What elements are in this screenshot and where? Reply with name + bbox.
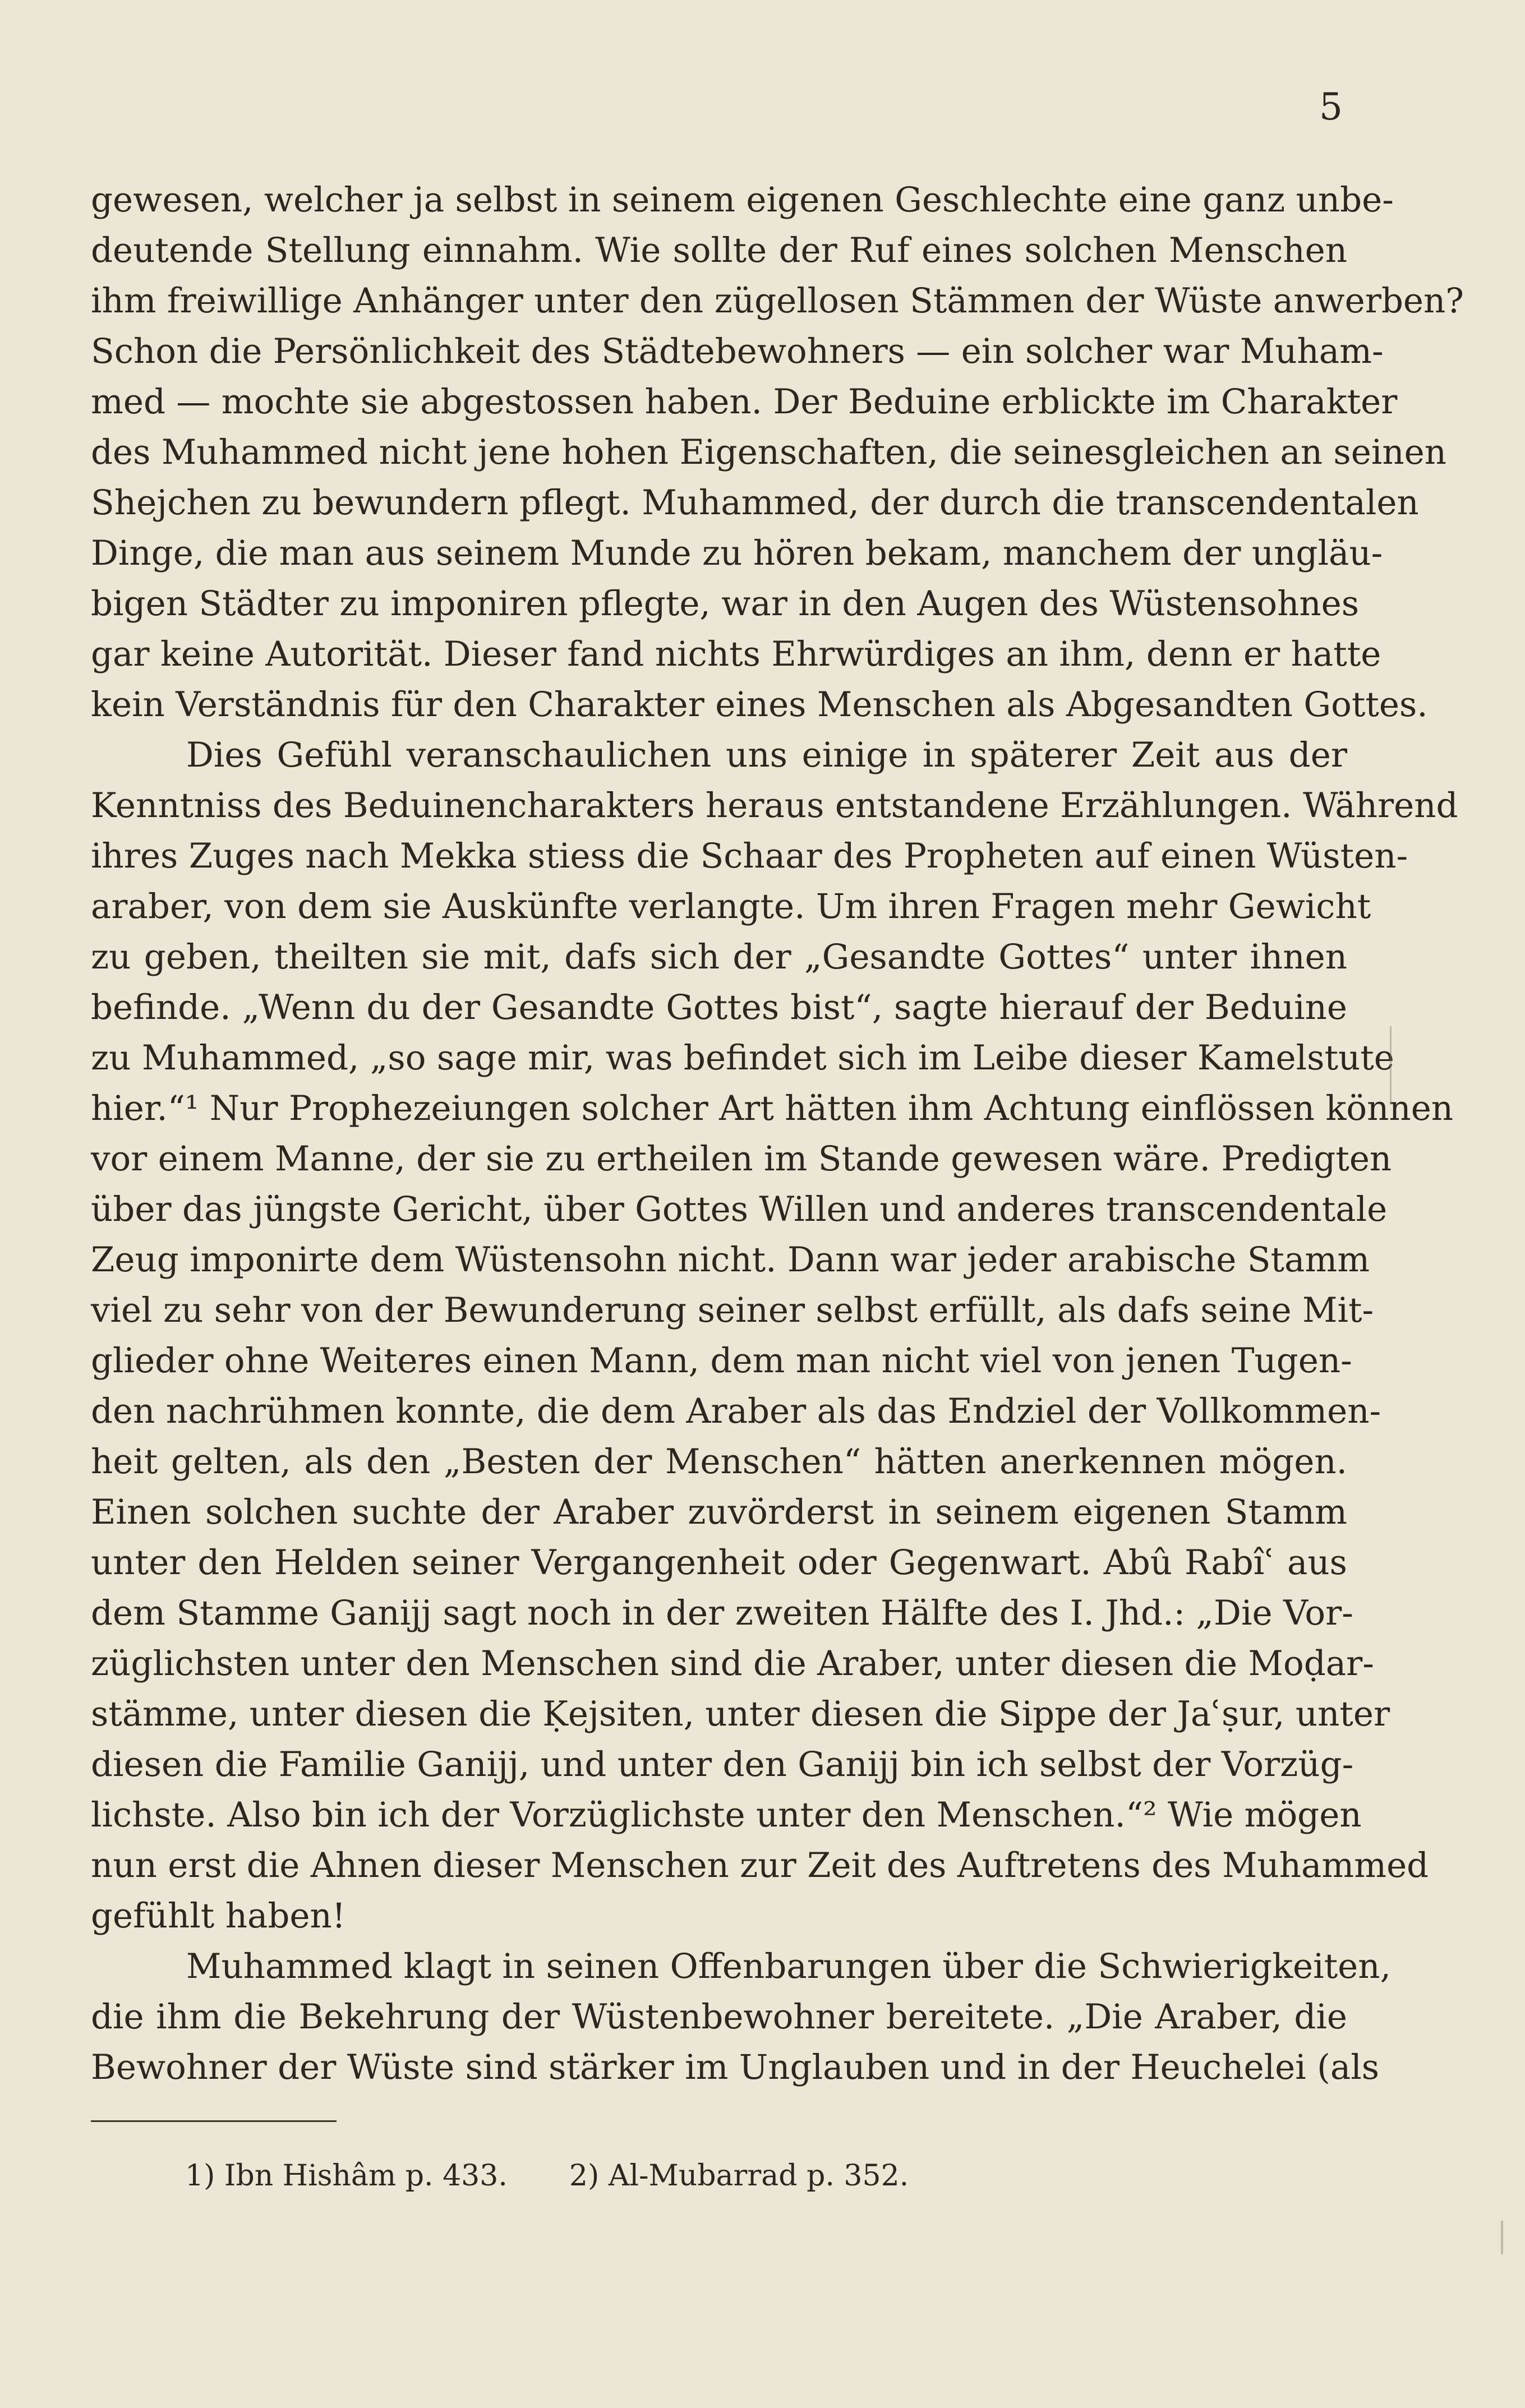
- text-line: über das jüngste Gericht, über Gottes Willen und anderes transcendentale: [91, 1189, 1388, 1229]
- footnote-divider: [91, 2120, 337, 2122]
- body-text: [91, 175, 1464, 2093]
- text-line: dem Stamme Ganijj sagt noch in der zweiten Hälfte des I. Jhd.: „Die Vor-: [91, 1593, 1353, 1633]
- text-line: gewesen, welcher ja selbst in seinem eigenen Geschlechte eine ganz unbe-: [91, 180, 1394, 220]
- text-line: gar keine Autorität. Dieser fand nichts Ehrwürdiges an ihm, denn er hatte: [91, 634, 1381, 674]
- text-line: Dinge, die man aus seinem Munde zu hören bekam, manchem der ungläu-: [91, 533, 1383, 573]
- text-line: Einen solchen suchte der Araber zuvörderst in seinem eigenen Stamm: [91, 1492, 1347, 1532]
- text-line: deutende Stellung einnahm. Wie sollte der Ruf eines solchen Menschen: [91, 230, 1347, 270]
- text-line: zu Muhammed, „so sage mir, was befindet sich im Leibe dieser Kamelstute: [91, 1038, 1394, 1078]
- text-line: diesen die Familie Ganijj, und unter den Ganijj bin ich selbst der Vorzüg-: [91, 1745, 1354, 1784]
- text-line: ihm freiwillige Anhänger unter den zügellosen Stämmen der Wüste anwerben?: [91, 281, 1464, 321]
- text-line: vor einem Manne, der sie zu ertheilen im Stande gewesen wäre. Predigten: [91, 1139, 1392, 1179]
- footnotes: [185, 2156, 909, 2196]
- text-line: gefühlt haben!: [91, 1896, 346, 1936]
- text-line: hier.“¹ Nur Prophezeiungen solcher Art hätten ihm Achtung einflössen können: [91, 1088, 1454, 1128]
- text-line: den nachrühmen konnte, die dem Araber als das Endziel der Vollkommen-: [91, 1391, 1381, 1431]
- text-line: lichste. Also bin ich der Vorzüglichste unter den Menschen.“² Wie mögen: [91, 1795, 1362, 1835]
- text-line: unter den Helden seiner Vergangenheit oder Gegenwart. Abû Rabîʿ aus: [91, 1543, 1347, 1583]
- text-line: Zeug imponirte dem Wüstensohn nicht. Dann war jeder arabische Stamm: [91, 1240, 1370, 1280]
- text-line: Dies Gefühl veranschaulichen uns einige in späterer Zeit aus der: [186, 735, 1347, 775]
- text-line: die ihm die Bekehrung der Wüstenbewohner bereitete. „Die Araber, die: [91, 1997, 1347, 2037]
- text-line: Kenntniss des Beduinencharakters heraus entstandene Erzählungen. Während: [91, 786, 1458, 825]
- text-line: stämme, unter diesen die Ḳejsiten, unter diesen die Sippe der Jaʿṣur, unter: [91, 1694, 1390, 1734]
- text-line: ihres Zuges nach Mekka stiess die Schaar des Propheten auf einen Wüsten-: [91, 836, 1408, 876]
- text-line: zu geben, theilten sie mit, dafs sich der „Gesandte Gottes“ unter ihnen: [91, 937, 1347, 977]
- text-line: bigen Städter zu imponiren pflegte, war in den Augen des Wüstensohnes: [91, 584, 1360, 624]
- footnote-2: 2) Al-Mubarrad p. 352.: [569, 2159, 909, 2193]
- text-line: befinde. „Wenn du der Gesandte Gottes bist“, sagte hierauf der Beduine: [91, 988, 1347, 1027]
- text-line: viel zu sehr von der Bewunderung seiner selbst erfüllt, als dafs seine Mit-: [91, 1290, 1374, 1330]
- text-line: nun erst die Ahnen dieser Menschen zur Zeit des Auftretens des Muhammed: [91, 1846, 1429, 1885]
- scan-artifact: [1390, 1026, 1392, 1105]
- footnote-1: 1) Ibn Hishâm p. 433.: [185, 2159, 508, 2193]
- text-line: Muhammed klagt in seinen Offenbarungen über die Schwierigkeiten,: [186, 1946, 1391, 1986]
- text-line: glieder ohne Weiteres einen Mann, dem man nicht viel von jenen Tugen-: [91, 1341, 1352, 1381]
- text-line: kein Verständnis für den Charakter eines Menschen als Abgesandten Gottes.: [91, 685, 1428, 725]
- text-line: araber, von dem sie Auskünfte verlangte. Um ihren Fragen mehr Gewicht: [91, 887, 1371, 926]
- text-line: Schon die Persönlichkeit des Städtebewohners — ein solcher war Muham-: [91, 331, 1384, 371]
- text-line: med — mochte sie abgestossen haben. Der Beduine erblickte im Charakter: [91, 382, 1398, 422]
- text-line: des Muhammed nicht jene hohen Eigenschaften, die seinesgleichen an seinen: [91, 432, 1447, 472]
- scan-artifact: [1501, 2221, 1503, 2254]
- page-number: 5: [1319, 85, 1343, 128]
- text-line: züglichsten unter den Menschen sind die Araber, unter diesen die Moḍar-: [91, 1644, 1374, 1683]
- text-line: Shejchen zu bewundern pflegt. Muhammed, der durch die transcendentalen: [91, 483, 1419, 523]
- text-line: Bewohner der Wüste sind stärker im Unglauben und in der Heuchelei (als: [91, 2047, 1380, 2087]
- text-line: heit gelten, als den „Besten der Menschen“ hätten anerkennen mögen.: [91, 1442, 1347, 1482]
